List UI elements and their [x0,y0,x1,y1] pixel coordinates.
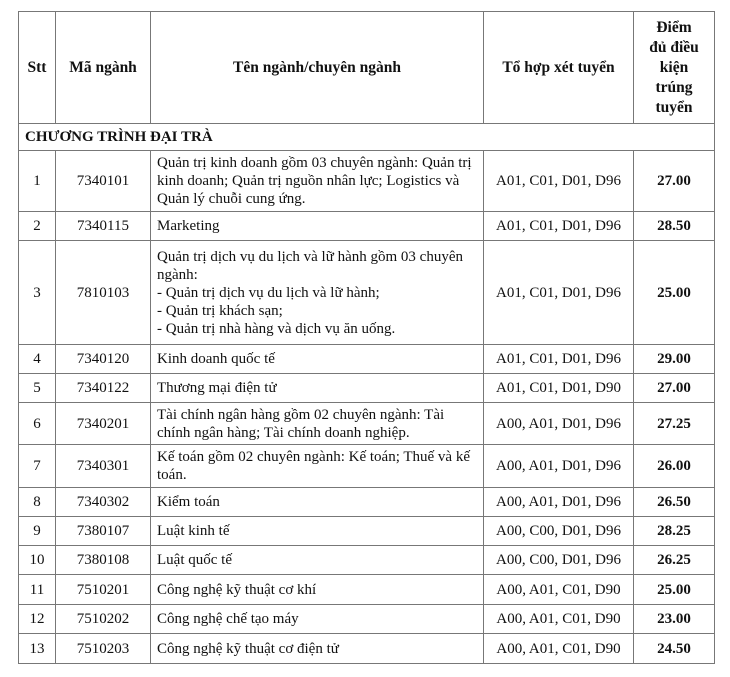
row-code: 7340120 [56,345,151,374]
row-stt: 6 [19,403,56,445]
header-code: Mã ngành [56,12,151,124]
row-stt: 12 [19,605,56,634]
row-name [151,374,484,403]
row-name [151,488,484,517]
row-score: 23.00 [634,605,715,634]
table-row [19,403,715,445]
admission-scores-table [18,11,715,664]
row-combo: A00, C00, D01, D96 [484,517,634,546]
row-combo: A00, A01, C01, D90 [484,575,634,605]
row-combo: A01, C01, D01, D96 [484,241,634,345]
name-line: - Quản trị khách sạn; [157,302,283,319]
row-score: 27.00 [634,151,715,212]
section-title: CHƯƠNG TRÌNH ĐẠI TRÀ [19,124,715,151]
row-code: 7510201 [56,575,151,605]
table-row [19,517,715,546]
row-score: 26.00 [634,445,715,488]
row-score: 26.25 [634,546,715,575]
row-stt: 4 [19,345,56,374]
row-score: 27.25 [634,403,715,445]
name-line: Công nghệ kỹ thuật cơ điện tử [157,640,339,657]
name-line: Công nghệ chế tạo máy [157,611,299,627]
row-stt: 11 [19,575,56,605]
row-code: 7340101 [56,151,151,212]
table-row [19,151,715,212]
name-line: Công nghệ kỹ thuật cơ khí [157,581,317,598]
row-code: 7380107 [56,517,151,546]
row-combo: A01, C01, D01, D90 [484,374,634,403]
row-name [151,605,484,634]
row-code: 7510203 [56,634,151,664]
row-name [151,575,484,605]
name-line: - Quản trị dịch vụ du lịch và lữ hành; [157,284,380,301]
row-code: 7340302 [56,488,151,517]
row-name [151,546,484,575]
name-line: Luật quốc tế [157,552,232,568]
row-name [151,403,484,445]
row-score: 27.00 [634,374,715,403]
row-combo: A01, C01, D01, D96 [484,151,634,212]
row-stt: 9 [19,517,56,546]
row-combo: A00, A01, D01, D96 [484,488,634,517]
name-line: Kinh doanh quốc tế [157,351,275,367]
name-line: Kiểm toán [157,494,220,510]
row-combo: A00, A01, C01, D90 [484,634,634,664]
header-combo: Tổ hợp xét tuyển [484,12,634,124]
row-stt: 10 [19,546,56,575]
row-code: 7340201 [56,403,151,445]
name-line: Marketing [157,218,220,234]
row-stt: 13 [19,634,56,664]
row-stt: 1 [19,151,56,212]
row-combo: A00, A01, C01, D90 [484,605,634,634]
table-row [19,605,715,634]
table-row [19,212,715,241]
row-combo: A00, A01, D01, D96 [484,403,634,445]
row-name [151,345,484,374]
row-stt: 8 [19,488,56,517]
header-stt: Stt [19,12,56,124]
row-code: 7340115 [56,212,151,241]
name-line: - Quản trị nhà hàng và dịch vụ ăn uống. [157,320,396,337]
row-name [151,151,484,212]
section-row [19,124,715,151]
row-score: 28.25 [634,517,715,546]
row-stt: 3 [19,241,56,345]
table-row [19,445,715,488]
row-stt: 5 [19,374,56,403]
row-code: 7510202 [56,605,151,634]
table-row [19,374,715,403]
row-combo: A01, C01, D01, D96 [484,345,634,374]
row-stt: 2 [19,212,56,241]
row-code: 7380108 [56,546,151,575]
name-line: Tài chính ngân hàng gồm 02 chuyên ngành: Tài chính ngân hàng; Tài chính doanh nghiệp. [157,406,445,441]
row-score: 28.50 [634,212,715,241]
row-score: 29.00 [634,345,715,374]
table-row [19,546,715,575]
row-score: 25.00 [634,575,715,605]
row-combo: A01, C01, D01, D96 [484,212,634,241]
header-row [19,12,715,124]
name-line: Quản trị kinh doanh gồm 03 chuyên ngành: Quản trị kinh doanh; Quản trị nguồn nhân lực; Logistics và Quản lý chuỗi cung ứng. [157,155,472,207]
row-stt: 7 [19,445,56,488]
row-name [151,445,484,488]
row-score: 26.50 [634,488,715,517]
table-row [19,634,715,664]
row-name [151,241,484,345]
name-line: Kế toán gồm 02 chuyên ngành: Kế toán; Thuế và kế toán. [157,449,470,483]
row-score: 25.00 [634,241,715,345]
table-row [19,575,715,605]
row-name [151,634,484,664]
name-line: Thương mại điện tử [157,380,277,396]
row-name [151,517,484,546]
row-combo: A00, A01, D01, D96 [484,445,634,488]
header-name: Tên ngành/chuyên ngành [151,12,484,124]
table-row [19,488,715,517]
row-combo: A00, C00, D01, D96 [484,546,634,575]
name-line: Luật kinh tế [157,523,230,539]
row-score: 24.50 [634,634,715,664]
row-code: 7340301 [56,445,151,488]
row-name [151,212,484,241]
row-code: 7810103 [56,241,151,345]
table-row [19,345,715,374]
header-score: Điểm đủ điều kiện trúng tuyển [634,12,715,124]
row-code: 7340122 [56,374,151,403]
table-row [19,241,715,345]
name-line: Quản trị dịch vụ du lịch và lữ hành gồm 03 chuyên ngành: [157,248,463,283]
